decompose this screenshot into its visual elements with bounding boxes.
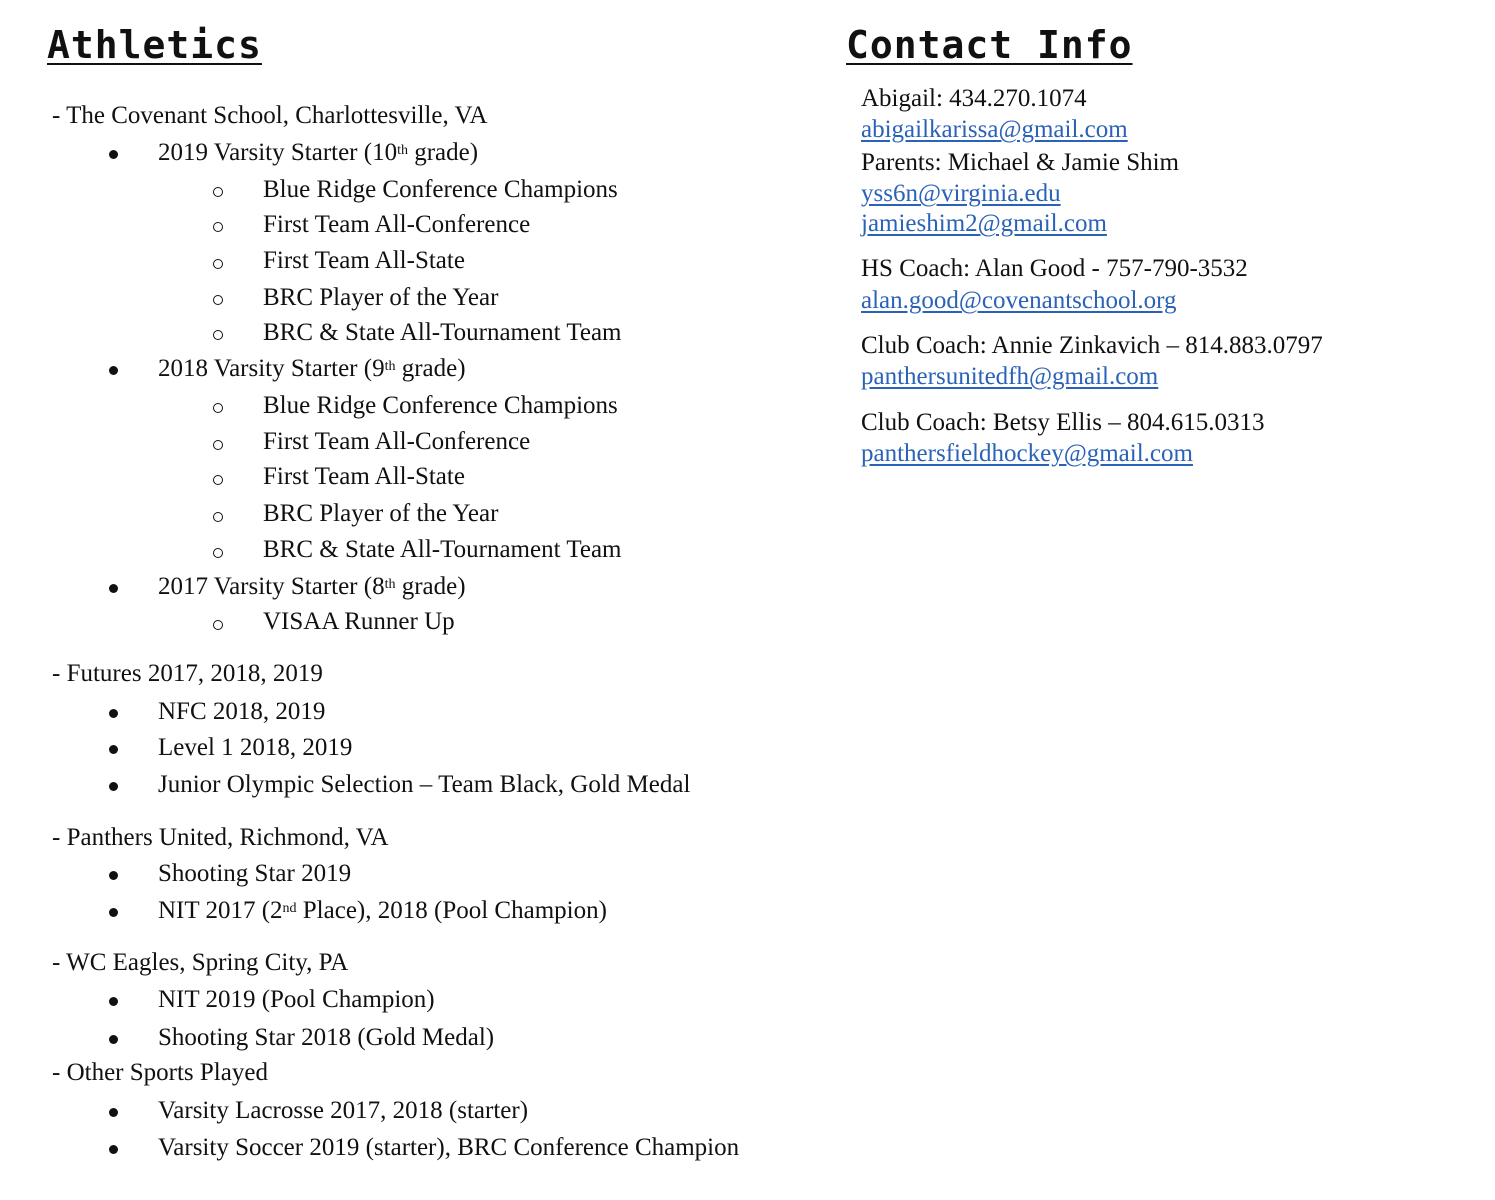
list-item: BRC & State All-Tournament Team <box>263 319 622 346</box>
list-item: Blue Ridge Conference Champions <box>263 176 618 203</box>
bullet-icon <box>109 584 118 593</box>
hs-coach: HS Coach: Alan Good - 757-790-3532 <box>861 255 1248 282</box>
club-coach-2: Club Coach: Betsy Ellis – 804.615.0313 <box>861 409 1265 436</box>
circle-bullet-icon <box>213 548 223 558</box>
abigail-email-link[interactable]: abigailkarissa@gmail.com <box>861 116 1128 143</box>
circle-bullet-icon <box>213 222 223 232</box>
other-sports-header: - Other Sports Played <box>52 1059 268 1086</box>
circle-bullet-icon <box>213 187 223 197</box>
covenant-school-header: - The Covenant School, Charlottesville, VA <box>52 102 488 129</box>
contact-info-heading: Contact Info <box>846 23 1133 67</box>
list-item: Junior Olympic Selection – Team Black, Gold Medal <box>158 771 691 798</box>
hs-coach-email-link[interactable]: alan.good@covenantschool.org <box>861 287 1177 314</box>
club-coach-2-email-line <box>861 439 1193 469</box>
bullet-icon <box>109 1145 118 1154</box>
bullet-icon <box>109 150 118 159</box>
list-item: Varsity Soccer 2019 (starter), BRC Conference Champion <box>158 1134 740 1161</box>
list-item: Blue Ridge Conference Champions <box>263 392 618 419</box>
bullet-icon <box>109 782 118 791</box>
bullet-icon <box>109 745 118 754</box>
wc-eagles-header: - WC Eagles, Spring City, PA <box>52 949 349 976</box>
list-item: VISAA Runner Up <box>263 608 455 635</box>
parent-email-2-line <box>861 209 1107 239</box>
list-item: BRC & State All-Tournament Team <box>263 536 622 563</box>
parent-email-1-line <box>861 179 1061 209</box>
list-item: BRC Player of the Year <box>263 500 499 527</box>
athletics-heading: Athletics <box>47 23 262 67</box>
futures-header: - Futures 2017, 2018, 2019 <box>52 660 323 687</box>
bullet-icon <box>109 709 118 718</box>
list-item: First Team All-Conference <box>263 211 531 238</box>
bullet-icon <box>109 997 118 1006</box>
club-coach-1: Club Coach: Annie Zinkavich – 814.883.0797 <box>861 332 1323 359</box>
circle-bullet-icon <box>213 440 223 450</box>
list-item: First Team All-State <box>263 463 465 490</box>
bullet-icon <box>109 366 118 375</box>
circle-bullet-icon <box>213 259 223 269</box>
covenant-2017-line: 2017 Varsity Starter (8th grade) <box>158 573 466 600</box>
club-coach-2-email-link[interactable]: panthersfieldhockey@gmail.com <box>861 440 1193 467</box>
bullet-icon <box>109 908 118 917</box>
parents-name: Parents: Michael & Jamie Shim <box>861 149 1180 176</box>
circle-bullet-icon <box>213 475 223 485</box>
list-item: Level 1 2018, 2019 <box>158 734 353 761</box>
list-item: Shooting Star 2018 (Gold Medal) <box>158 1024 495 1051</box>
club-coach-1-email-line <box>861 362 1158 392</box>
bullet-icon <box>109 1108 118 1117</box>
list-item: First Team All-Conference <box>263 428 531 455</box>
circle-bullet-icon <box>213 512 223 522</box>
panthers-united-header: - Panthers United, Richmond, VA <box>52 824 389 851</box>
circle-bullet-icon <box>213 330 223 340</box>
list-item: Varsity Lacrosse 2017, 2018 (starter) <box>158 1097 529 1124</box>
covenant-2018-line: 2018 Varsity Starter (9th grade) <box>158 355 466 382</box>
list-item: Shooting Star 2019 <box>158 860 352 887</box>
circle-bullet-icon <box>213 403 223 413</box>
circle-bullet-icon <box>213 620 223 630</box>
parent-email-1-link[interactable]: yss6n@virginia.edu <box>861 180 1061 207</box>
list-item: First Team All-State <box>263 247 465 274</box>
circle-bullet-icon <box>213 295 223 305</box>
club-coach-1-email-link[interactable]: panthersunitedfh@gmail.com <box>861 363 1159 390</box>
abigail-phone: Abigail: 434.270.1074 <box>861 85 1087 112</box>
hs-coach-email-line <box>861 286 1177 316</box>
list-item: NFC 2018, 2019 <box>158 698 326 725</box>
bullet-icon <box>109 871 118 880</box>
list-item: NIT 2017 (2nd Place), 2018 (Pool Champion) <box>158 897 607 924</box>
list-item: NIT 2019 (Pool Champion) <box>158 986 435 1013</box>
list-item: BRC Player of the Year <box>263 284 499 311</box>
bullet-icon <box>109 1035 118 1044</box>
covenant-2019-line: 2019 Varsity Starter (10th grade) <box>158 139 479 166</box>
abigail-email-line <box>861 115 1128 145</box>
parent-email-2-link[interactable]: jamieshim2@gmail.com <box>861 210 1107 237</box>
